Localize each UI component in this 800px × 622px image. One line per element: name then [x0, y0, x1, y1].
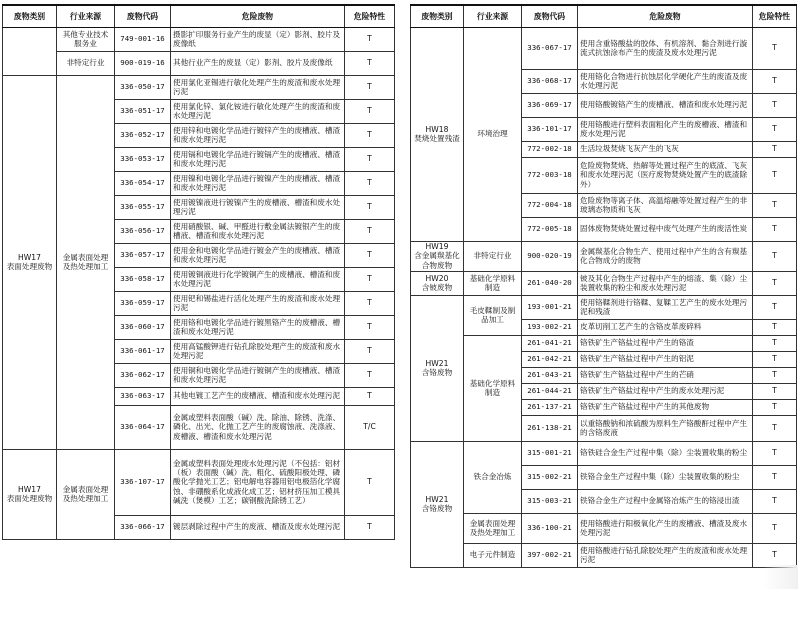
waste-cell: 其他行业产生的废显（定）影剂、胶片及废像纸: [171, 51, 345, 75]
waste-cell: 使用镍和电镀化学品进行镀镍产生的废槽液、槽渣和废水处理污泥: [171, 171, 345, 195]
waste-cell: 危险废物等离子体、高温熔融等处置过程产生的非玻璃态物质和飞灰: [578, 193, 753, 217]
waste-cell: 其他电镀工艺产生的废槽液、槽渣和废水处理污泥: [171, 387, 345, 405]
waste-cell: 铬铁矿生产铬盐过程中产生的铝泥: [578, 351, 753, 367]
code-cell: 193-001-21: [522, 295, 578, 319]
waste-cell: 金属羰基化合物生产、使用过程中产生的含有羰基化合物成分的废物: [578, 241, 753, 271]
code-cell: 336-053-17: [115, 147, 171, 171]
waste-cell: 使用氯化锌、氯化铵进行敏化处理产生的废渣和废水处理污泥: [171, 99, 345, 123]
industry-cell: 毛皮鞣制及制品加工: [464, 295, 522, 335]
hazard-cell: T/C: [345, 405, 395, 449]
waste-cell: 铬铁矿生产铬盐过程中产生的废水处理污泥: [578, 383, 753, 399]
category-cell: HW19 含金属羰基化合物废物: [411, 241, 464, 271]
hazard-cell: T: [753, 335, 797, 351]
code-cell: 336-060-17: [115, 315, 171, 339]
waste-cell: 使用镀镍液进行镀镍产生的废槽液、槽渣和废水处理污泥: [171, 195, 345, 219]
code-cell: 336-054-17: [115, 171, 171, 195]
code-cell: 336-101-17: [522, 117, 578, 141]
table-row: [3, 27, 395, 51]
waste-cell: 铁铬合金生产过程中集（除）尘装置收集的粉尘: [578, 465, 753, 489]
code-cell: 336-067-17: [522, 27, 578, 69]
table-row: [411, 271, 797, 295]
hazard-cell: T: [753, 27, 797, 69]
industry-cell: 基础化学原料制造: [464, 271, 522, 295]
waste-cell: 使用铬酸镀铬产生的废槽液、槽渣和废水处理污泥: [578, 93, 753, 117]
header-waste: 危险废物: [578, 5, 753, 27]
header-category: 废物类别: [3, 5, 57, 27]
waste-cell: 使用含重铬酸盐的胶体、有机溶剂、黏合剂进行漩流式抗蚀涂布产生的废渣及废水处理污泥: [578, 27, 753, 69]
waste-cell: 使用金和电镀化学品进行镀金产生的废槽液、槽渣和废水处理污泥: [171, 243, 345, 267]
waste-cell: 使用镉和电镀化学品进行镀镉产生的废槽液、槽渣和废水处理污泥: [171, 147, 345, 171]
hazard-cell: T: [345, 99, 395, 123]
waste-cell: 使用铜和电镀化学品进行镀铜产生的废槽液、槽渣和废水处理污泥: [171, 363, 345, 387]
hazard-cell: T: [345, 387, 395, 405]
code-cell: 772-005-18: [522, 217, 578, 241]
header-hazard: 危险特性: [753, 5, 797, 27]
hazard-cell: T: [753, 241, 797, 271]
hazard-cell: T: [753, 157, 797, 193]
hazard-cell: T: [753, 383, 797, 399]
waste-cell: 使用氯化亚锡进行敏化处理产生的废渣和废水处理污泥: [171, 75, 345, 99]
header-industry: 行业来源: [464, 5, 522, 27]
category-cell: HW17 表面处理废物: [3, 75, 57, 449]
hazard-cell: T: [345, 243, 395, 267]
hazard-cell: T: [753, 295, 797, 319]
hazard-cell: T: [345, 315, 395, 339]
hazard-cell: T: [753, 93, 797, 117]
waste-cell: 镀层剥除过程中产生的废液、槽渣及废水处理污泥: [171, 515, 345, 539]
industry-cell: 铁合金冶炼: [464, 441, 522, 513]
waste-table-right: [410, 4, 797, 568]
header-hazard: 危险特性: [345, 5, 395, 27]
category-cell: HW20 含铍废物: [411, 271, 464, 295]
code-cell: 336-062-17: [115, 363, 171, 387]
waste-cell: 金属或塑料表面酸（碱）洗、除油、除锈、洗涤、磷化、出光、化抛工艺产生的废腐蚀液、洗涤液、废槽液、槽渣和废水处理污泥: [171, 405, 345, 449]
table-row: [3, 51, 395, 75]
code-cell: 336-107-17: [115, 449, 171, 515]
waste-cell: 铬铁硅合金生产过程中集（除）尘装置收集的粉尘: [578, 441, 753, 465]
code-cell: 315-002-21: [522, 465, 578, 489]
hazard-cell: T: [345, 27, 395, 51]
hazard-cell: T: [753, 441, 797, 465]
hazard-cell: T: [345, 449, 395, 515]
hazard-cell: T: [345, 339, 395, 363]
hazard-cell: T: [753, 319, 797, 335]
code-cell: 336-050-17: [115, 75, 171, 99]
code-cell: 336-100-21: [522, 513, 578, 543]
hazard-cell: T: [753, 415, 797, 441]
industry-cell: 非特定行业: [464, 241, 522, 271]
waste-cell: 金属或塑料表面处理废水处理污泥（不包括：铝材（板）表面酸（碱）洗、粗化、硫酸阳极处理、磷酸化学抛光工艺；铝电解电容器用铝电极箔化学腐蚀、非硼酸系化成液化成工艺；铝材挤压加工模具碱洗（煲模）工艺；碳钢酸洗除锈工艺）: [171, 449, 345, 515]
hazard-cell: T: [753, 69, 797, 93]
code-cell: 336-068-17: [522, 69, 578, 93]
code-cell: 336-061-17: [115, 339, 171, 363]
waste-cell: 固体废物焚烧处置过程中废气处理产生的废活性炭: [578, 217, 753, 241]
waste-cell: 使用硝酸银、碱、甲醛进行敷金属法镀银产生的废槽液、槽渣和废水处理污泥: [171, 219, 345, 243]
hazard-cell: T: [753, 399, 797, 415]
hazard-cell: T: [345, 291, 395, 315]
table-row: [411, 241, 797, 271]
table-header-row: [3, 5, 395, 27]
table-row: [3, 449, 395, 515]
code-cell: 772-003-18: [522, 157, 578, 193]
industry-cell: 环境治理: [464, 27, 522, 241]
waste-table-left: [2, 4, 395, 540]
code-cell: 336-057-17: [115, 243, 171, 267]
code-cell: 261-043-21: [522, 367, 578, 383]
waste-cell: 使用铬和电镀化学品进行镀黑铬产生的废槽液、槽渣和废水处理污泥: [171, 315, 345, 339]
industry-cell: 金属表面处理及热处理加工: [57, 75, 115, 449]
category-cell: HW21 含铬废物: [411, 441, 464, 567]
code-cell: 261-044-21: [522, 383, 578, 399]
code-cell: 315-001-21: [522, 441, 578, 465]
hazard-cell: T: [753, 489, 797, 513]
code-cell: 193-002-21: [522, 319, 578, 335]
hazard-cell: T: [345, 75, 395, 99]
waste-cell: 铍及其化合物生产过程中产生的熔渣、集（除）尘装置收集的粉尘和废水处理污泥: [578, 271, 753, 295]
waste-cell: 使用铬酸进行塑料表面粗化产生的废槽液、槽渣和废水处理污泥: [578, 117, 753, 141]
hazard-cell: T: [753, 465, 797, 489]
waste-cell: 铬铁矿生产铬盐过程中产生的铬渣: [578, 335, 753, 351]
waste-cell: 生活垃圾焚烧飞灰产生的飞灰: [578, 141, 753, 157]
code-cell: 336-052-17: [115, 123, 171, 147]
code-cell: 749-001-16: [115, 27, 171, 51]
hazard-cell: T: [345, 515, 395, 539]
industry-cell: 非特定行业: [57, 51, 115, 75]
hazard-cell: T: [753, 367, 797, 383]
header-category: 废物类别: [411, 5, 464, 27]
code-cell: 261-040-20: [522, 271, 578, 295]
category-cell: [3, 27, 57, 75]
code-cell: 336-069-17: [522, 93, 578, 117]
header-code: 废物代码: [115, 5, 171, 27]
waste-cell: 以重铬酸钠和浓硫酸为原料生产铬酸酐过程中产生的含铬废液: [578, 415, 753, 441]
table-row: [3, 75, 395, 99]
waste-cell: 皮革切削工艺产生的含铬皮革废碎料: [578, 319, 753, 335]
waste-cell: 铁铬合金生产过程中金属铬冶炼产生的铬浸出渣: [578, 489, 753, 513]
waste-cell: 使用铬鞣剂进行铬鞣、复鞣工艺产生的废水处理污泥和残渣: [578, 295, 753, 319]
hazard-cell: T: [753, 351, 797, 367]
waste-cell: 使用镀铜液进行化学镀铜产生的废槽液、槽渣和废水处理污泥: [171, 267, 345, 291]
code-cell: 336-063-17: [115, 387, 171, 405]
waste-cell: 摄影扩印服务行业产生的废显（定）影剂、胶片及废像纸: [171, 27, 345, 51]
hazard-cell: T: [753, 217, 797, 241]
waste-cell: 使用铬化合物进行抗蚀层化学硬化产生的废渣及废水处理污泥: [578, 69, 753, 93]
code-cell: 336-066-17: [115, 515, 171, 539]
table-header-row: [411, 5, 797, 27]
code-cell: 772-002-18: [522, 141, 578, 157]
industry-cell: 基础化学原料制造: [464, 335, 522, 441]
table-row: [411, 295, 797, 319]
edge-shading: [763, 565, 798, 589]
hazard-cell: T: [753, 513, 797, 543]
hazard-cell: T: [753, 271, 797, 295]
hazard-cell: T: [753, 193, 797, 217]
code-cell: 900-019-16: [115, 51, 171, 75]
waste-cell: 使用锌和电镀化学品进行镀锌产生的废槽液、槽渣和废水处理污泥: [171, 123, 345, 147]
table-row: [411, 27, 797, 69]
header-industry: 行业来源: [57, 5, 115, 27]
hazard-cell: T: [345, 195, 395, 219]
hazard-cell: T: [753, 141, 797, 157]
header-code: 废物代码: [522, 5, 578, 27]
code-cell: 336-051-17: [115, 99, 171, 123]
code-cell: 261-042-21: [522, 351, 578, 367]
hazard-cell: T: [345, 147, 395, 171]
category-cell: HW21 含铬废物: [411, 295, 464, 441]
waste-cell: 使用钯和锡盐进行活化处理产生的废渣和废水处理污泥: [171, 291, 345, 315]
hazard-cell: T: [345, 171, 395, 195]
hazard-cell: T: [345, 219, 395, 243]
hazard-cell: T: [345, 51, 395, 75]
table-row: [411, 513, 797, 543]
industry-cell: 电子元件制造: [464, 543, 522, 567]
code-cell: 261-138-21: [522, 415, 578, 441]
hazard-cell: T: [753, 117, 797, 141]
code-cell: 336-055-17: [115, 195, 171, 219]
code-cell: 336-056-17: [115, 219, 171, 243]
waste-cell: 使用铬酸进行阳极氧化产生的废槽液、槽渣及废水处理污泥: [578, 513, 753, 543]
code-cell: 336-059-17: [115, 291, 171, 315]
table-row: [411, 335, 797, 351]
code-cell: 900-020-19: [522, 241, 578, 271]
table-row: [411, 441, 797, 465]
code-cell: 261-137-21: [522, 399, 578, 415]
industry-cell: 其他专业技术服务业: [57, 27, 115, 51]
code-cell: 336-064-17: [115, 405, 171, 449]
code-cell: 261-041-21: [522, 335, 578, 351]
waste-cell: 危险废物焚烧、热解等处置过程产生的底渣、飞灰和废水处理污泥（医疗废物焚烧处置产生的底渣除外）: [578, 157, 753, 193]
waste-cell: 铬铁矿生产铬盐过程中产生的其他废物: [578, 399, 753, 415]
hazard-cell: T: [345, 363, 395, 387]
code-cell: 336-058-17: [115, 267, 171, 291]
hazard-cell: T: [345, 267, 395, 291]
hazard-cell: T: [753, 543, 797, 567]
industry-cell: 金属表面处理及热处理加工: [57, 449, 115, 539]
waste-cell: 铬铁矿生产铬盐过程中产生的芒硝: [578, 367, 753, 383]
waste-cell: 使用铬酸进行钻孔除胶处理产生的废渣和废水处理污泥: [578, 543, 753, 567]
table-row: [411, 543, 797, 567]
header-waste: 危险废物: [171, 5, 345, 27]
code-cell: 772-004-18: [522, 193, 578, 217]
hazard-cell: T: [345, 123, 395, 147]
code-cell: 397-002-21: [522, 543, 578, 567]
category-cell: HW18 焚烧处置残渣: [411, 27, 464, 241]
waste-cell: 使用高锰酸钾进行钻孔除胶处理产生的废渣和废水处理污泥: [171, 339, 345, 363]
category-cell: HW17 表面处理废物: [3, 449, 57, 539]
code-cell: 315-003-21: [522, 489, 578, 513]
industry-cell: 金属表面处理及热处理加工: [464, 513, 522, 543]
